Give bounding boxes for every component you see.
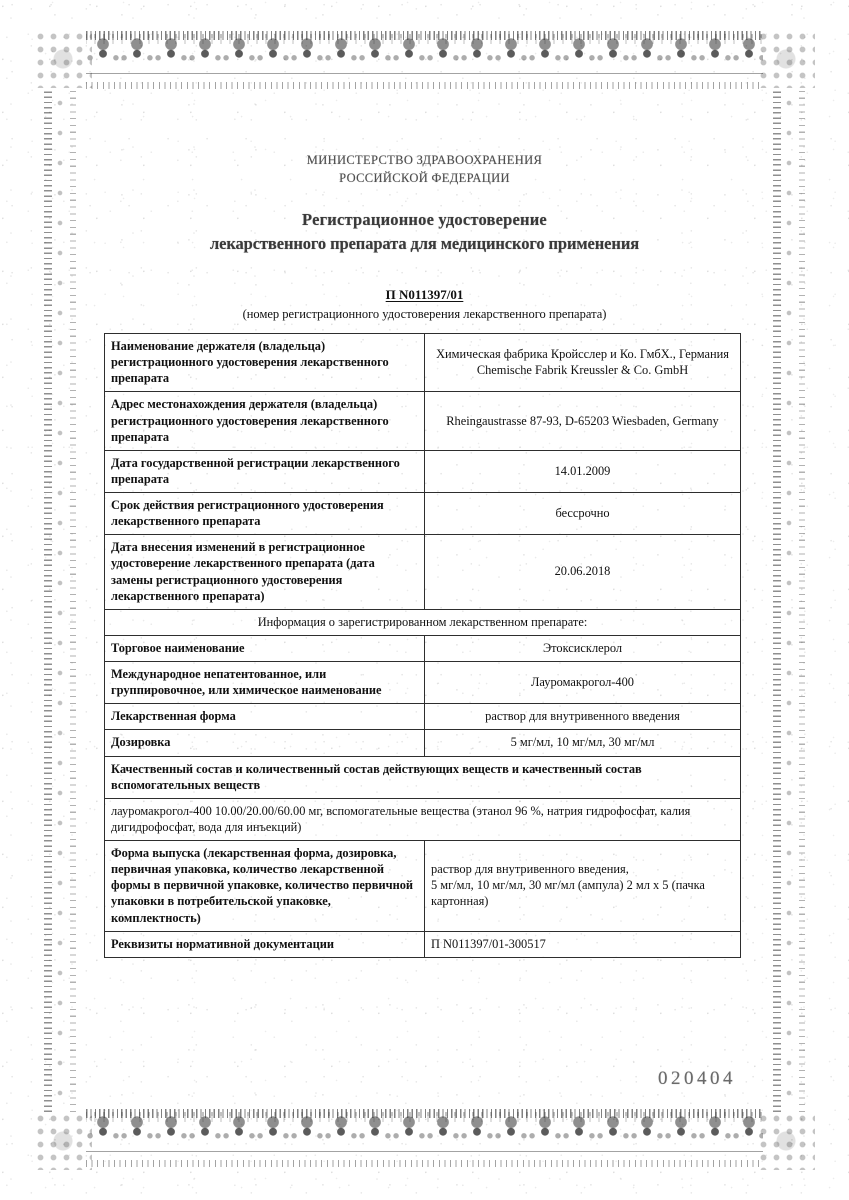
table-row [105, 662, 741, 704]
section-header-product-info: Информация о зарегистрированном лекарственном препарате: [105, 609, 741, 635]
registration-number: П N011397/01 [385, 287, 464, 302]
row-value-holder-address: Rheingaustrasse 87-93, D-65203 Wiesbaden, Germany [425, 392, 741, 450]
document-title [104, 208, 745, 258]
row-label-dosage-form: Лекарственная форма [105, 704, 425, 730]
document-title-line-2: лекарственного препарата для медицинского применения [209, 234, 640, 254]
row-label-amendment-date: Дата внесения изменений в регистрационное удостоверение лекарственного препарата (дата замены регистрационного удостоверения лекарственного препарата) [105, 535, 425, 610]
composition-header: Качественный состав и количественный состав действующих веществ и качественный состав вспомогательных веществ [105, 756, 741, 798]
row-value-holder-name: Химическая фабрика Кройсслер и Ко. ГмбХ., Германия Chemische Fabrik Kreussler & Co. GmbH [425, 334, 741, 392]
table-row [105, 535, 741, 610]
table-row [105, 450, 741, 492]
row-label-packaging: Форма выпуска (лекарственная форма, дозировка, первичная упаковка, количество лекарственной формы в первичной упаковке, количество первичной упаковки в потребительской упаковке, комплектность) [105, 841, 425, 932]
ministry-heading [104, 152, 745, 188]
table-body [105, 334, 741, 958]
table-row [105, 730, 741, 756]
registration-number-caption: (номер регистрационного удостоверения лекарственного препарата) [242, 307, 607, 321]
row-value-validity-period: бессрочно [425, 493, 741, 535]
composition-value: лауромакрогол-400 10.00/20.00/60.00 мг, вспомогательные вещества (этанол 96 %, натрия гидрофосфат, калия дигидрофосфат, вода для инъекций) [105, 798, 741, 840]
document-content [0, 152, 849, 958]
row-label-inn-name: Международное непатентованное, или группировочное, или химическое наименование [105, 662, 425, 704]
row-value-registration-date: 14.01.2009 [425, 450, 741, 492]
row-value-amendment-date: 20.06.2018 [425, 535, 741, 610]
border-corner-bottom-left [34, 1112, 92, 1170]
row-label-holder-name: Наименование держателя (владельца) регистрационного удостоверения лекарственного препарата [105, 334, 425, 392]
row-label-dosage-strength: Дозировка [105, 730, 425, 756]
table-row [105, 931, 741, 957]
table-row [105, 841, 741, 932]
row-value-dosage-form: раствор для внутривенного введения [425, 704, 741, 730]
table-row [105, 756, 741, 798]
table-row [105, 392, 741, 450]
row-label-documentation: Реквизиты нормативной документации [105, 931, 425, 957]
table-row [105, 798, 741, 840]
registration-details-table [104, 333, 741, 958]
border-ornament-top [86, 30, 763, 92]
table-section-header-row [105, 609, 741, 635]
document-title-line-1: Регистрационное удостоверение [302, 209, 547, 229]
ministry-line-1: МИНИСТЕРСТВО ЗДРАВООХРАНЕНИЯ [306, 153, 543, 167]
row-value-documentation: П N011397/01-300517 [425, 931, 741, 957]
border-corner-top-left [34, 30, 92, 88]
table-row [105, 334, 741, 392]
row-value-trade-name: Этоксисклерол [425, 635, 741, 661]
border-corner-top-right [757, 30, 815, 88]
ministry-line-2: РОССИЙСКОЙ ФЕДЕРАЦИИ [339, 170, 510, 185]
row-label-holder-address: Адрес местонахождения держателя (владельца) регистрационного удостоверения лекарственного препарата [105, 392, 425, 450]
border-corner-bottom-right [757, 1112, 815, 1170]
table-row [105, 493, 741, 535]
row-value-packaging: раствор для внутривенного введения, 5 мг/мл, 10 мг/мл, 30 мг/мл (ампула) 2 мл х 5 (пачка картонная) [425, 841, 741, 932]
row-label-registration-date: Дата государственной регистрации лекарственного препарата [105, 450, 425, 492]
row-value-inn-name: Лауромакрогол-400 [425, 662, 741, 704]
row-label-validity-period: Срок действия регистрационного удостоверения лекарственного препарата [105, 493, 425, 535]
footer-serial-number: 020404 [658, 1068, 736, 1089]
table-row [105, 704, 741, 730]
table-row [105, 635, 741, 661]
row-label-trade-name: Торговое наименование [105, 635, 425, 661]
row-value-dosage-strength: 5 мг/мл, 10 мг/мл, 30 мг/мл [425, 730, 741, 756]
border-ornament-bottom [86, 1108, 763, 1170]
